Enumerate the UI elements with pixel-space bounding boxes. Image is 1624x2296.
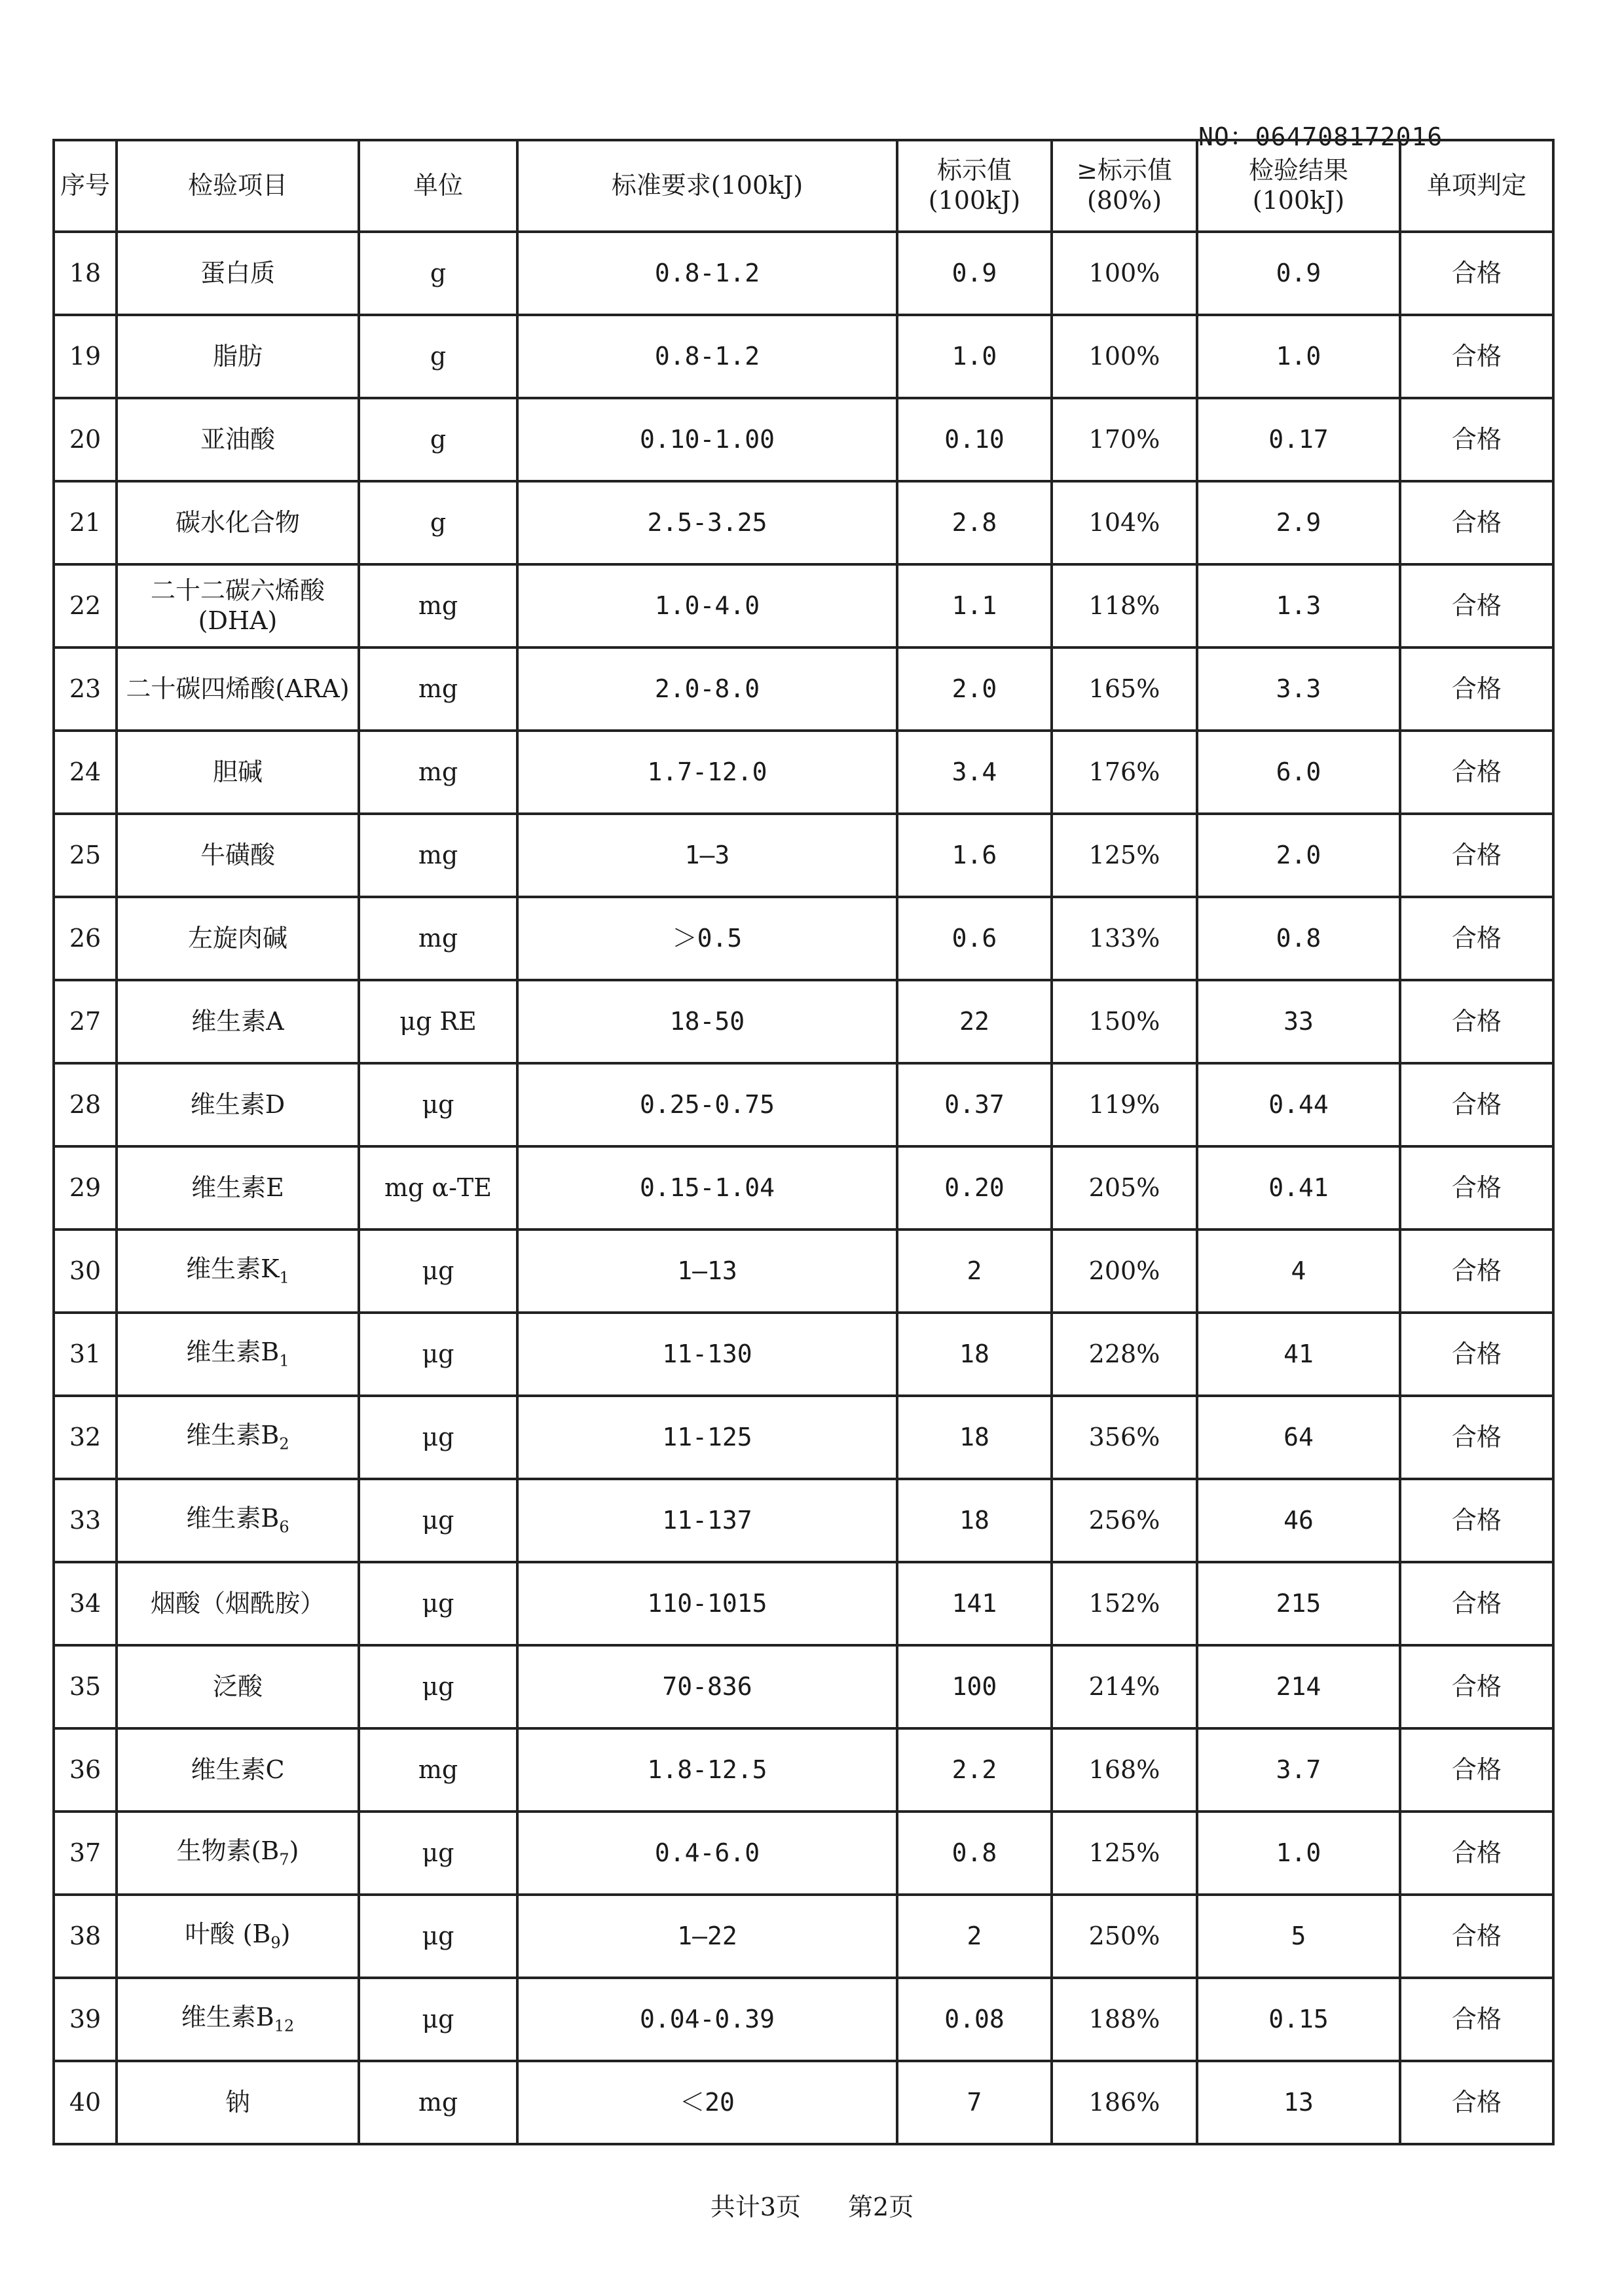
cell-unit: μg (359, 1230, 517, 1313)
cell-judgement: 合格 (1400, 1230, 1553, 1313)
current-page: 第2页 (848, 2193, 914, 2221)
item-name: 钠 (225, 2087, 250, 2117)
cell-percent: 100% (1052, 232, 1197, 315)
table-row (54, 1978, 1553, 2061)
table-body (54, 232, 1553, 2144)
cell-unit: mg (359, 1728, 517, 1812)
cell-seq: 29 (54, 1146, 117, 1230)
cell-item (117, 1895, 359, 1978)
cell-labeled-value: 100 (897, 1645, 1052, 1728)
item-subscript: 2 (279, 1434, 289, 1453)
cell-standard: 0.10-1.00 (517, 398, 897, 481)
item-subscript: 12 (274, 2016, 295, 2035)
cell-seq: 24 (54, 731, 117, 814)
cell-percent: 186% (1052, 2061, 1197, 2144)
table-row (54, 564, 1553, 647)
table-row (54, 481, 1553, 564)
cell-unit: mg (359, 2061, 517, 2144)
cell-unit: mg α-TE (359, 1146, 517, 1230)
cell-labeled-value: 2.8 (897, 481, 1052, 564)
cell-unit: μg (359, 1645, 517, 1728)
table-row (54, 814, 1553, 897)
cell-standard: 1—13 (517, 1230, 897, 1313)
cell-judgement: 合格 (1400, 897, 1553, 980)
header-judgement: 单项判定 (1400, 140, 1553, 232)
item-subscript: 1 (279, 1268, 289, 1287)
cell-item (117, 980, 359, 1063)
cell-unit: μg (359, 1479, 517, 1562)
cell-labeled-value: 0.37 (897, 1063, 1052, 1146)
cell-judgement: 合格 (1400, 232, 1553, 315)
header-seq: 序号 (54, 140, 117, 232)
cell-result: 214 (1197, 1645, 1400, 1728)
cell-judgement: 合格 (1400, 1063, 1553, 1146)
cell-standard: ＜20 (517, 2061, 897, 2144)
cell-percent: 200% (1052, 1230, 1197, 1313)
table-row (54, 232, 1553, 315)
item-suffix: ) (280, 1920, 291, 1949)
cell-unit: g (359, 315, 517, 398)
cell-percent: 214% (1052, 1645, 1197, 1728)
cell-percent: 100% (1052, 315, 1197, 398)
cell-item (117, 1063, 359, 1146)
cell-seq: 33 (54, 1479, 117, 1562)
table-row (54, 1479, 1553, 1562)
cell-percent: 104% (1052, 481, 1197, 564)
cell-standard: 1—22 (517, 1895, 897, 1978)
cell-item (117, 814, 359, 897)
cell-result: 0.8 (1197, 897, 1400, 980)
table-row (54, 1562, 1553, 1645)
header-percent-line2: (80%) (1086, 186, 1162, 215)
table-row (54, 1146, 1553, 1230)
cell-labeled-value: 0.6 (897, 897, 1052, 980)
cell-labeled-value: 2.2 (897, 1728, 1052, 1812)
item-subscript: 6 (279, 1518, 289, 1537)
cell-result: 3.7 (1197, 1728, 1400, 1812)
item-name: 维生素A (191, 1006, 284, 1036)
cell-standard: 11-130 (517, 1313, 897, 1396)
cell-judgement: 合格 (1400, 564, 1553, 647)
table-row (54, 731, 1553, 814)
cell-judgement: 合格 (1400, 1396, 1553, 1479)
cell-item (117, 398, 359, 481)
cell-labeled-value: 1.0 (897, 315, 1052, 398)
table-row (54, 1313, 1553, 1396)
cell-seq: 23 (54, 647, 117, 731)
cell-item (117, 647, 359, 731)
table-row (54, 980, 1553, 1063)
cell-seq: 28 (54, 1063, 117, 1146)
cell-unit: μg (359, 1313, 517, 1396)
cell-seq: 40 (54, 2061, 117, 2144)
item-name: 泛酸 (212, 1671, 263, 1701)
cell-standard: 0.8-1.2 (517, 315, 897, 398)
cell-judgement: 合格 (1400, 1812, 1553, 1895)
cell-seq: 26 (54, 897, 117, 980)
cell-item (117, 731, 359, 814)
cell-judgement: 合格 (1400, 398, 1553, 481)
cell-judgement: 合格 (1400, 481, 1553, 564)
cell-standard: 1.0-4.0 (517, 564, 897, 647)
cell-labeled-value: 141 (897, 1562, 1052, 1645)
cell-labeled-value: 1.1 (897, 564, 1052, 647)
table-row (54, 1063, 1553, 1146)
table-row (54, 1728, 1553, 1812)
header-labeled-line1: 标示值 (936, 156, 1012, 185)
cell-item (117, 1812, 359, 1895)
cell-result: 2.0 (1197, 814, 1400, 897)
cell-standard: 70-836 (517, 1645, 897, 1728)
cell-result: 0.41 (1197, 1146, 1400, 1230)
cell-percent: 356% (1052, 1396, 1197, 1479)
cell-item (117, 315, 359, 398)
item-name-line2: (DHA) (198, 606, 278, 635)
cell-seq: 19 (54, 315, 117, 398)
item-name: 牛磺酸 (200, 840, 275, 869)
cell-result: 1.3 (1197, 564, 1400, 647)
header-labeled-value (897, 140, 1052, 232)
cell-standard: 2.0-8.0 (517, 647, 897, 731)
cell-item (117, 1479, 359, 1562)
cell-labeled-value: 0.08 (897, 1978, 1052, 2061)
table-row (54, 897, 1553, 980)
cell-item (117, 1146, 359, 1230)
item-name: 维生素B (186, 1504, 280, 1533)
cell-labeled-value: 18 (897, 1313, 1052, 1396)
item-name: 叶酸 (B (185, 1920, 271, 1949)
cell-judgement: 合格 (1400, 1978, 1553, 2061)
cell-labeled-value: 2 (897, 1230, 1052, 1313)
cell-labeled-value: 7 (897, 2061, 1052, 2144)
cell-percent: 152% (1052, 1562, 1197, 1645)
cell-result: 0.17 (1197, 398, 1400, 481)
cell-standard: 18-50 (517, 980, 897, 1063)
cell-seq: 21 (54, 481, 117, 564)
cell-percent: 188% (1052, 1978, 1197, 2061)
cell-standard: 2.5-3.25 (517, 481, 897, 564)
item-suffix: ) (289, 1836, 299, 1866)
cell-unit: mg (359, 564, 517, 647)
table-row (54, 1645, 1553, 1728)
cell-result: 3.3 (1197, 647, 1400, 731)
cell-standard: ＞0.5 (517, 897, 897, 980)
item-name: 生物素(B (176, 1836, 280, 1866)
cell-labeled-value: 0.8 (897, 1812, 1052, 1895)
table-row (54, 1895, 1553, 1978)
table-row (54, 398, 1553, 481)
cell-unit: mg (359, 731, 517, 814)
cell-seq: 31 (54, 1313, 117, 1396)
item-name: 维生素B (186, 1421, 280, 1450)
item-name: 亚油酸 (200, 424, 275, 454)
cell-standard: 0.15-1.04 (517, 1146, 897, 1230)
document-number: NO：064708172016 (1198, 122, 1443, 151)
cell-judgement: 合格 (1400, 1562, 1553, 1645)
item-name: 脂肪 (212, 341, 263, 371)
cell-standard: 1.7-12.0 (517, 731, 897, 814)
cell-result: 5 (1197, 1895, 1400, 1978)
cell-item (117, 2061, 359, 2144)
item-name: 胆碱 (212, 757, 263, 786)
cell-unit: μg (359, 1978, 517, 2061)
cell-unit: g (359, 232, 517, 315)
header-item: 检验项目 (117, 140, 359, 232)
cell-judgement: 合格 (1400, 1645, 1553, 1728)
header-unit: 单位 (359, 140, 517, 232)
item-subscript: 7 (279, 1850, 289, 1869)
cell-result: 4 (1197, 1230, 1400, 1313)
cell-unit: mg (359, 814, 517, 897)
cell-labeled-value: 2 (897, 1895, 1052, 1978)
cell-result: 6.0 (1197, 731, 1400, 814)
cell-judgement: 合格 (1400, 980, 1553, 1063)
item-name: 左旋肉碱 (187, 923, 287, 953)
cell-percent: 176% (1052, 731, 1197, 814)
cell-item (117, 897, 359, 980)
cell-percent: 250% (1052, 1895, 1197, 1978)
cell-labeled-value: 18 (897, 1479, 1052, 1562)
cell-judgement: 合格 (1400, 647, 1553, 731)
header-labeled-line2: (100kJ) (928, 186, 1021, 215)
cell-item (117, 1396, 359, 1479)
item-subscript: 9 (270, 1933, 281, 1952)
cell-labeled-value: 0.9 (897, 232, 1052, 315)
cell-labeled-value: 3.4 (897, 731, 1052, 814)
cell-standard: 110-1015 (517, 1562, 897, 1645)
cell-result: 215 (1197, 1562, 1400, 1645)
cell-seq: 32 (54, 1396, 117, 1479)
inspection-table (52, 139, 1555, 2145)
cell-percent: 168% (1052, 1728, 1197, 1812)
table-row (54, 647, 1553, 731)
cell-item (117, 1728, 359, 1812)
cell-item (117, 1562, 359, 1645)
cell-result: 2.9 (1197, 481, 1400, 564)
table-row (54, 1230, 1553, 1313)
cell-seq: 20 (54, 398, 117, 481)
table-row (54, 2061, 1553, 2144)
item-name: 维生素D (190, 1089, 286, 1119)
cell-item (117, 1230, 359, 1313)
cell-labeled-value: 1.6 (897, 814, 1052, 897)
table-row (54, 1396, 1553, 1479)
cell-percent: 133% (1052, 897, 1197, 980)
item-name: 碳水化合物 (175, 507, 300, 537)
cell-standard: 1—3 (517, 814, 897, 897)
cell-judgement: 合格 (1400, 814, 1553, 897)
cell-seq: 27 (54, 980, 117, 1063)
cell-result: 1.0 (1197, 1812, 1400, 1895)
cell-judgement: 合格 (1400, 2061, 1553, 2144)
cell-percent: 170% (1052, 398, 1197, 481)
cell-seq: 25 (54, 814, 117, 897)
cell-judgement: 合格 (1400, 1728, 1553, 1812)
cell-labeled-value: 2.0 (897, 647, 1052, 731)
header-percent-line1: ≥标示值 (1077, 156, 1172, 185)
cell-result: 0.44 (1197, 1063, 1400, 1146)
cell-percent: 256% (1052, 1479, 1197, 1562)
cell-item (117, 481, 359, 564)
cell-result: 0.9 (1197, 232, 1400, 315)
cell-labeled-value: 0.20 (897, 1146, 1052, 1230)
table-row (54, 1812, 1553, 1895)
cell-result: 1.0 (1197, 315, 1400, 398)
cell-standard: 0.8-1.2 (517, 232, 897, 315)
cell-standard: 0.4-6.0 (517, 1812, 897, 1895)
cell-labeled-value: 18 (897, 1396, 1052, 1479)
header-percent (1052, 140, 1197, 232)
cell-labeled-value: 22 (897, 980, 1052, 1063)
cell-item (117, 564, 359, 647)
cell-result: 33 (1197, 980, 1400, 1063)
cell-seq: 38 (54, 1895, 117, 1978)
header-result (1197, 140, 1400, 232)
cell-item (117, 1645, 359, 1728)
total-pages: 共计3页 (710, 2193, 801, 2221)
item-subscript: 1 (279, 1351, 289, 1370)
cell-seq: 39 (54, 1978, 117, 2061)
cell-seq: 34 (54, 1562, 117, 1645)
cell-judgement: 合格 (1400, 1313, 1553, 1396)
cell-unit: mg (359, 897, 517, 980)
cell-standard: 0.25-0.75 (517, 1063, 897, 1146)
item-name: 二十二碳六烯酸 (150, 575, 325, 605)
item-name: 维生素B (181, 2003, 274, 2032)
cell-percent: 119% (1052, 1063, 1197, 1146)
cell-unit: μg (359, 1812, 517, 1895)
table-header (54, 140, 1553, 232)
cell-item (117, 232, 359, 315)
cell-judgement: 合格 (1400, 1895, 1553, 1978)
cell-seq: 22 (54, 564, 117, 647)
item-name: 蛋白质 (200, 258, 275, 287)
cell-unit: μg (359, 1895, 517, 1978)
cell-unit: μg (359, 1396, 517, 1479)
cell-judgement: 合格 (1400, 315, 1553, 398)
cell-result: 64 (1197, 1396, 1400, 1479)
cell-unit: μg (359, 1063, 517, 1146)
cell-seq: 37 (54, 1812, 117, 1895)
item-name: 维生素B (186, 1338, 280, 1367)
table-row (54, 315, 1553, 398)
cell-percent: 150% (1052, 980, 1197, 1063)
cell-seq: 36 (54, 1728, 117, 1812)
header-result-line1: 检验结果 (1248, 156, 1348, 185)
cell-percent: 118% (1052, 564, 1197, 647)
cell-standard: 0.04-0.39 (517, 1978, 897, 2061)
cell-result: 0.15 (1197, 1978, 1400, 2061)
cell-seq: 18 (54, 232, 117, 315)
item-name: 二十碳四烯酸(ARA) (126, 674, 350, 703)
cell-result: 41 (1197, 1313, 1400, 1396)
cell-percent: 125% (1052, 1812, 1197, 1895)
cell-unit: μg (359, 1562, 517, 1645)
cell-unit: g (359, 481, 517, 564)
cell-percent: 205% (1052, 1146, 1197, 1230)
cell-result: 46 (1197, 1479, 1400, 1562)
cell-result: 13 (1197, 2061, 1400, 2144)
item-name: 维生素K (186, 1254, 280, 1284)
cell-unit: g (359, 398, 517, 481)
cell-judgement: 合格 (1400, 1479, 1553, 1562)
header-result-line2: (100kJ) (1252, 186, 1345, 215)
cell-seq: 35 (54, 1645, 117, 1728)
cell-item (117, 1978, 359, 2061)
page-footer (0, 2187, 1624, 2223)
cell-standard: 11-137 (517, 1479, 897, 1562)
header-standard: 标准要求(100kJ) (517, 140, 897, 232)
cell-percent: 228% (1052, 1313, 1197, 1396)
cell-percent: 125% (1052, 814, 1197, 897)
item-name: 维生素C (191, 1755, 285, 1784)
cell-item (117, 1313, 359, 1396)
cell-judgement: 合格 (1400, 1146, 1553, 1230)
cell-seq: 30 (54, 1230, 117, 1313)
cell-judgement: 合格 (1400, 731, 1553, 814)
cell-percent: 165% (1052, 647, 1197, 731)
cell-standard: 1.8-12.5 (517, 1728, 897, 1812)
item-name: 烟酸（烟酰胺） (150, 1588, 325, 1618)
cell-labeled-value: 0.10 (897, 398, 1052, 481)
cell-standard: 11-125 (517, 1396, 897, 1479)
item-name: 维生素E (191, 1173, 284, 1202)
cell-unit: mg (359, 647, 517, 731)
cell-unit: μg RE (359, 980, 517, 1063)
